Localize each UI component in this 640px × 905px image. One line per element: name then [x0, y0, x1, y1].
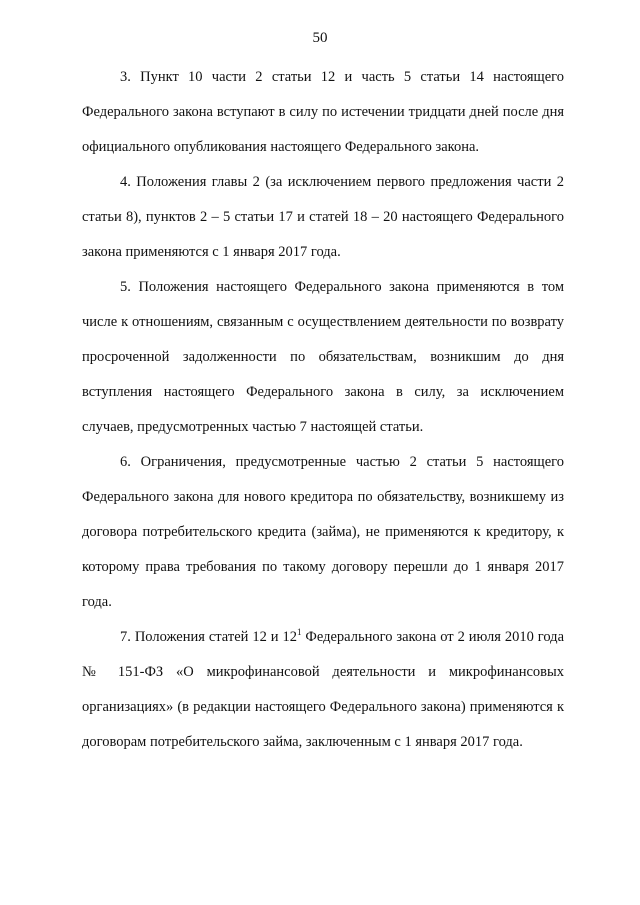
paragraph-7-part-1: 7. Положения статей 12 и 12 [120, 629, 297, 645]
paragraph-4: 4. Положения главы 2 (за исключением первого предложения части 2 статьи 8), пунктов 2 – 5 статьи 17 и статей 18 – 20 настоящего Федерального закона применяются с 1 января 2017 года. [82, 174, 564, 260]
paragraph-5: 5. Положения настоящего Федерального закона применяются в том числе к отношениям, связанным с осуществлением деятельности по возврату просроченной задолженности по обязательствам, возникшим до дня вступления настоящего Федерального закона в силу, за исключением случаев, предусмотренных частью 7 настоящей статьи. [82, 279, 564, 435]
paragraph-6: 6. Ограничения, предусмотренные частью 2 статьи 5 настоящего Федерального закона для нового кредитора по обязательству, возникшему из договора потребительского кредита (займа), не применяются к кредитору, к которому права требования по такому договору перешли до 1 января 2017 года. [82, 454, 564, 610]
paragraph-3: 3. Пункт 10 части 2 статьи 12 и часть 5 статьи 14 настоящего Федерального закона вступают в силу по истечении тридцати дней после дня официального опубликования настоящего Федерального закона. [82, 69, 564, 155]
page-number: 50 [312, 30, 328, 46]
superscript-article-number: 1 [296, 627, 302, 638]
paragraph-7 [82, 620, 564, 760]
paragraph-7-part-2: Федерального закона от 2 июля 2010 года № 151-ФЗ «О микрофинансовой деятельности и микрофинансовых организациях» (в редакции настоящего Федерального закона) применяются к договорам потребительского займа, заключенным с 1 января 2017 года. [82, 629, 564, 750]
document-body [82, 60, 564, 760]
